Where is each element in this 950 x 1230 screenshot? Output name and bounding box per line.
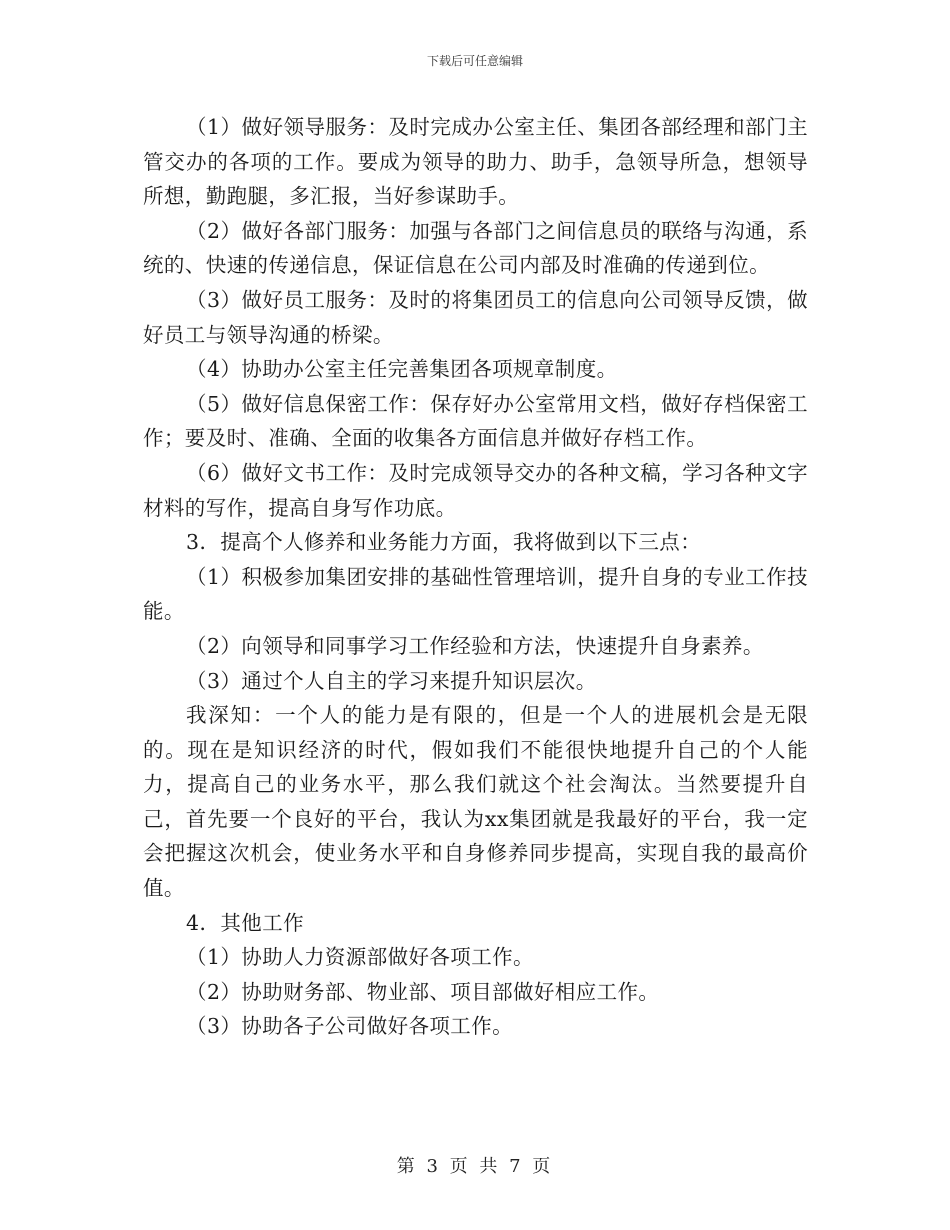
- section-heading-4: 4．其他工作: [186, 910, 304, 935]
- paragraph-department-service: （2）做好各部门服务：加强与各部门之间信息员的联络与沟通，系统的、快速的传递信息，保证信息在公司内部及时准确的传递到位。: [143, 218, 808, 278]
- paragraph-finance-assist: （2）协助财务部、物业部、项目部做好相应工作。: [186, 979, 660, 1004]
- paragraph-clerical-work: （6）做好文书工作：及时完成领导交办的各种文稿，学习各种文字材料的写作，提高自身写作功底。: [143, 460, 808, 520]
- section-heading-3: 3．提高个人修养和业务能力方面，我将做到以下三点：: [186, 530, 702, 555]
- paragraph-confidentiality: （5）做好信息保密工作：保存好办公室常用文档，做好存档保密工作；要及时、准确、全面的收集各方面信息并做好存档工作。: [143, 391, 808, 451]
- document-body: [143, 110, 808, 1044]
- paragraph-learn-from-colleagues: （2）向领导和同事学习工作经验和方法，快速提升自身素养。: [186, 633, 764, 658]
- paragraph-training: （1）积极参加集团安排的基础性管理培训，提升自身的专业工作技能。: [143, 564, 808, 624]
- paragraph-subsidiary-assist: （3）协助各子公司做好各项工作。: [186, 1014, 513, 1039]
- page-header: 下载后可任意编辑: [426, 54, 523, 68]
- page-number: 第 3 页 共 7 页: [396, 1156, 554, 1177]
- paragraph-staff-service: （3）做好员工服务：及时的将集团员工的信息向公司领导反馈，做好员工与领导沟通的桥梁。: [143, 287, 808, 347]
- paragraph-rules-assist: （4）协助办公室主任完善集团各项规章制度。: [186, 357, 618, 382]
- paragraph-hr-assist: （1）协助人力资源部做好各项工作。: [186, 945, 534, 970]
- paragraph-leader-service: （1）做好领导服务：及时完成办公室主任、集团各部经理和部门主管交办的各项的工作。要成为领导的助力、助手，急领导所急，想领导所想，勤跑腿，多汇报，当好参谋助手。: [143, 115, 808, 209]
- paragraph-reflection: 我深知：一个人的能力是有限的，但是一个人的进展机会是无限的。现在是知识经济的时代，假如我们不能很快地提升自己的个人能力，提高自己的业务水平，那么我们就这个社会淘汰。当然要提升自己，首先要一个良好的平台，我认为xx集团就是我最好的平台，我一定会把握这次机会，使业务水平和自身修养同步提高，实现自我的最高价值。: [143, 703, 808, 901]
- paragraph-self-study: （3）通过个人自主的学习来提升知识层次。: [186, 668, 597, 693]
